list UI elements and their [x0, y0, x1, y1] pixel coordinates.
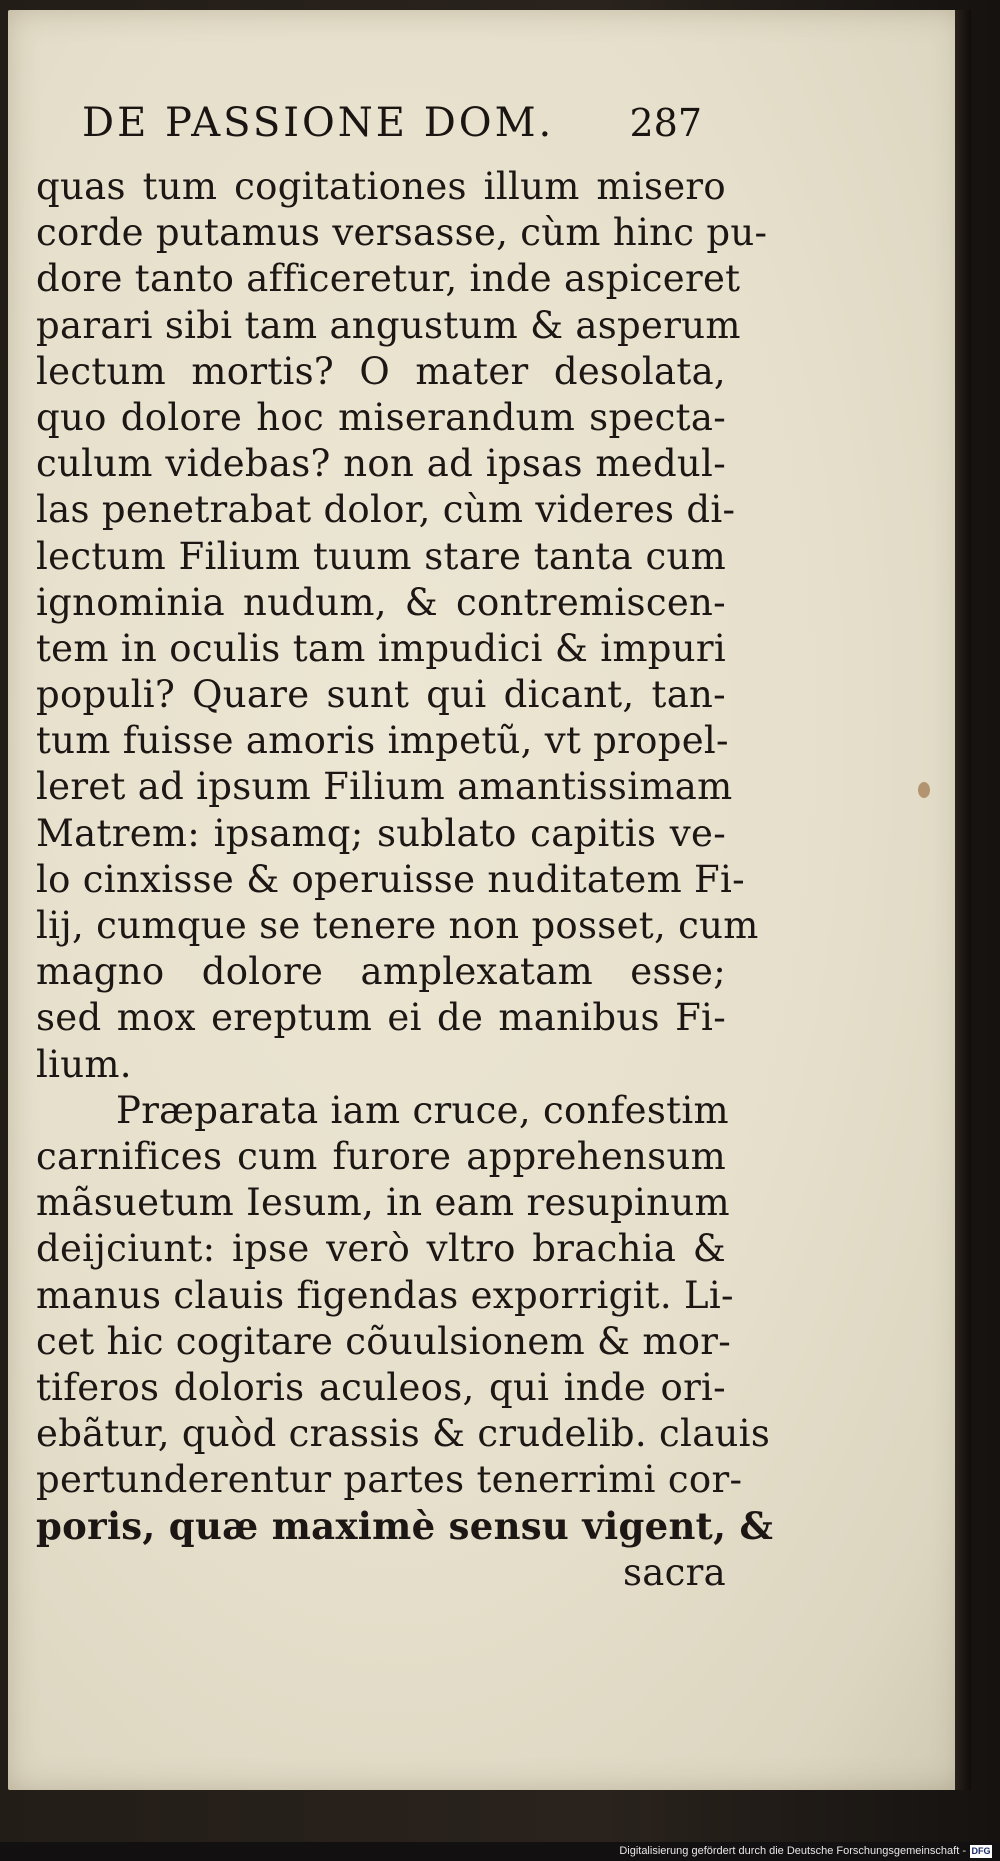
text-line: tem in oculis tam impudici & impuri	[36, 626, 726, 670]
text-line: tum fuisse amoris impetũ, vt propel-	[36, 719, 729, 763]
text-line: sed mox ereptum ei de manibus Fi-	[36, 996, 726, 1040]
text-line: lo cinxisse & operuisse nuditatem Fi-	[36, 857, 745, 901]
text-line: pertunderentur partes tenerrimi cor-	[36, 1458, 743, 1502]
text-line: cet hic cogitare cõuulsionem & mor-	[36, 1319, 732, 1363]
page-number: 287	[629, 101, 702, 145]
text-line: quas tum cogitationes illum misero	[36, 165, 726, 208]
running-head	[82, 100, 702, 160]
text-line: lij, cumque se tenere non posset, cum	[36, 904, 759, 947]
credit-text: Digitalisierung gefördert durch die Deutsche Forschungsgemeinschaft -	[619, 1845, 966, 1857]
text-line: ebãtur, quòd crassis & crudelib. clauis	[36, 1412, 771, 1456]
text-line: populi? Quare sunt qui dicant, tan-	[36, 673, 726, 717]
digitization-credit	[619, 1844, 992, 1859]
text-line: manus clauis figendas exporrigit. Li-	[36, 1273, 734, 1317]
text-line: carnifices cum furore apprehensum	[36, 1134, 726, 1178]
text-line: culum videbas? non ad ipsas medul-	[36, 442, 726, 486]
dfg-logo-icon: DFG	[971, 1846, 991, 1856]
text-line: Matrem: ipsamq; sublato capitis ve-	[36, 811, 726, 855]
text-line: lectum mortis? O mater desolata,	[36, 349, 726, 393]
text-line: ignominia nudum, & contremiscen-	[36, 580, 726, 624]
running-head-title: DE PASSIONE DOM.	[82, 100, 555, 146]
text-line: lium.	[36, 1042, 132, 1086]
text-line: leret ad ipsum Filium amantissimam	[36, 765, 733, 809]
text-line: mãsuetum Iesum, in eam resupinum	[36, 1181, 730, 1225]
text-line: dore tanto afficeretur, inde aspiceret	[36, 257, 741, 301]
paragraph-start-line: Præparata iam cruce, confestim	[116, 1088, 729, 1132]
text-line: quo dolore hoc miserandum specta-	[36, 395, 726, 439]
ink-stain	[918, 782, 930, 798]
text-line: magno dolore amplexatam esse;	[36, 950, 726, 994]
catchword: sacra	[622, 1550, 726, 1594]
text-line: deijciunt: ipse verò vltro brachia &	[36, 1227, 726, 1271]
body-text	[36, 164, 774, 1596]
text-line: las penetrabat dolor, cùm videres di-	[36, 488, 736, 532]
text-line: tiferos doloris aculeos, qui inde ori-	[36, 1365, 726, 1409]
text-line: poris, quæ maximè sensu vigent, &	[36, 1504, 774, 1549]
text-line: lectum Filium tuum stare tanta cum	[36, 534, 726, 578]
text-line: parari sibi tam angustum & asperum	[36, 303, 741, 347]
page-edge	[955, 10, 971, 1790]
text-line: corde putamus versasse, cùm hinc pu-	[36, 211, 768, 255]
